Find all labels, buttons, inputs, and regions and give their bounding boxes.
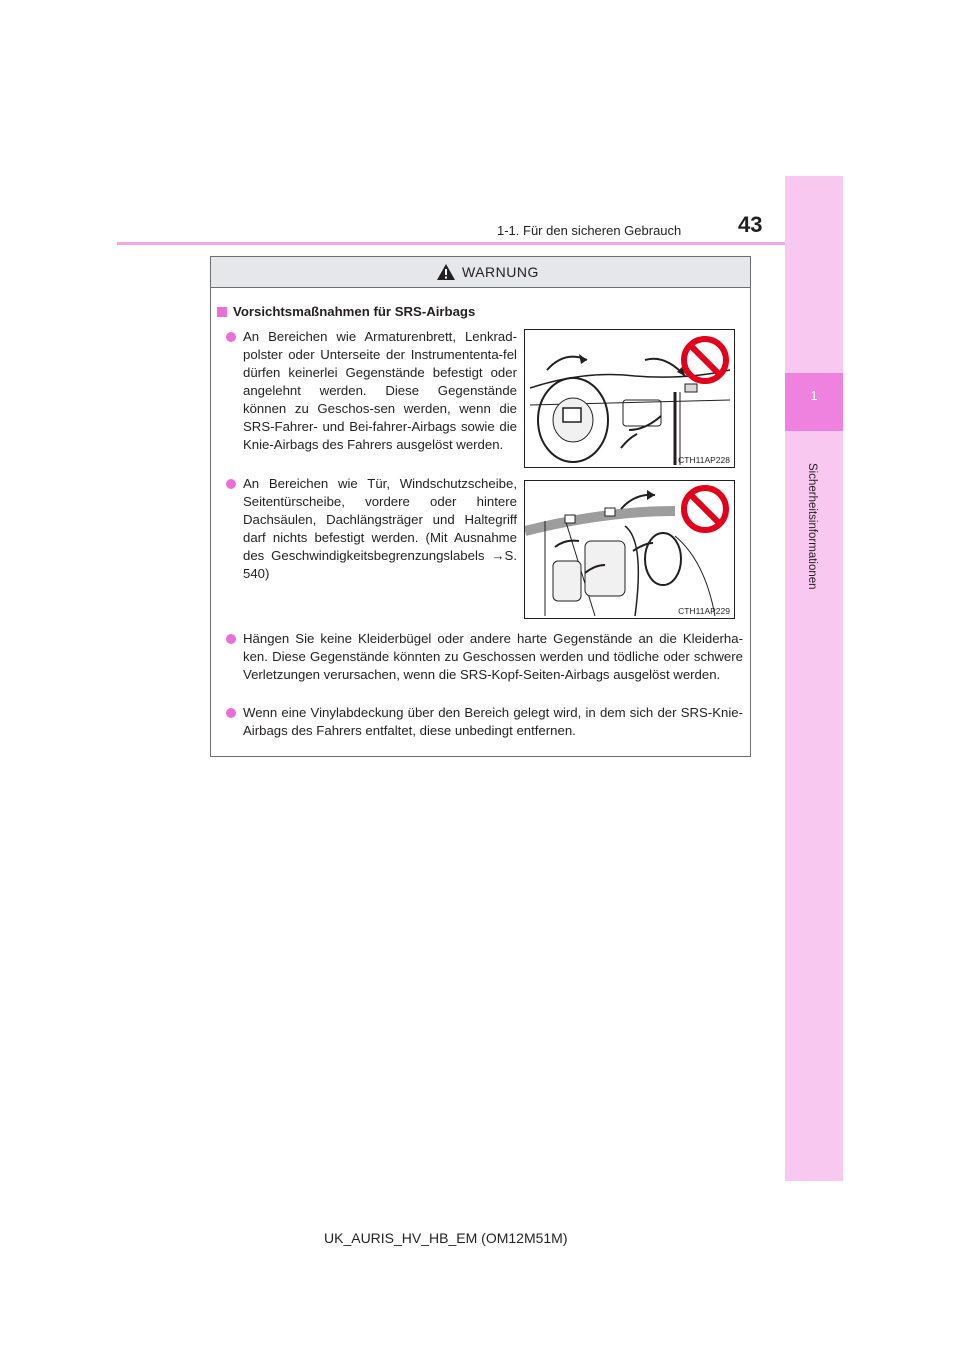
- prohibition-icon: [680, 335, 730, 385]
- section-square-icon: [217, 307, 227, 317]
- chapter-title: Sicherheitsinformationen: [806, 463, 818, 590]
- figure-code: CTH11AP229: [678, 606, 730, 616]
- warning-bullet: [243, 704, 743, 740]
- bullet-text: Wenn eine Vinylabdeckung über den Bereich gelegt wird, in dem sich der SRS-Knie-Airbags des Fahrers entfaltet, diese unbedingt entfernen.: [243, 705, 743, 738]
- bullet-dot-icon: [226, 332, 236, 342]
- section-heading: 1-1. Für den sicheren Gebrauch: [497, 223, 682, 238]
- bullet-text: Hängen Sie keine Kleiderbügel oder andere harte Gegenstände an die Kleiderha-ken. Diese Gegenstände könnten zu Geschossen werden und tödliche oder schwere Verletzungen verursachen, wenn die SRS-Kopf-Seiten-Airbags ausgelöst werden.: [243, 631, 743, 682]
- cabin-illustration: [524, 480, 735, 619]
- prohibition-icon: [680, 484, 730, 534]
- warning-bullet: [243, 475, 517, 583]
- bullet-text: An Bereichen wie Armaturenbrett, Lenkrad-polster oder Unterseite der Instrumententa-fel dürfen keinerlei Gegenstände befestigt oder angelehnt werden. Diese Gegenstände können zu Geschos-sen werden, wenn die SRS-Fahrer- und Bei-fahrer-Airbags sowie die Knie-Airbags des Fahrers ausgelöst werden.: [243, 329, 517, 452]
- warning-title: WARNUNG: [462, 264, 539, 280]
- document-code: UK_AURIS_HV_HB_EM (OM12M51M): [324, 1230, 568, 1246]
- warning-triangle-icon: [436, 263, 456, 281]
- dashboard-illustration: [524, 329, 735, 468]
- bullet-dot-icon: [226, 479, 236, 489]
- warning-bullet: [243, 630, 743, 684]
- chapter-number: 1: [810, 388, 818, 403]
- page-number: 43: [738, 212, 763, 237]
- header-rule: [117, 242, 785, 245]
- warning-header: [211, 257, 750, 288]
- bullet-dot-icon: [226, 634, 236, 644]
- bullet-dot-icon: [226, 708, 236, 718]
- warning-section-title: Vorsichtsmaßnahmen für SRS-Airbags: [217, 304, 475, 319]
- warning-bullet: [243, 328, 517, 454]
- bullet-text: An Bereichen wie Tür, Windschutzscheibe, Seitentürscheibe, vordere oder hintere Dachsäulen, Dachlängsträger und Haltegriff darf nichts befestigt werden. (Mit Ausnahme des Geschwindigkeitsbegrenzungslabels →S. 540): [243, 476, 517, 581]
- chapter-side-tab: [785, 176, 843, 1181]
- figure-code: CTH11AP228: [678, 455, 730, 465]
